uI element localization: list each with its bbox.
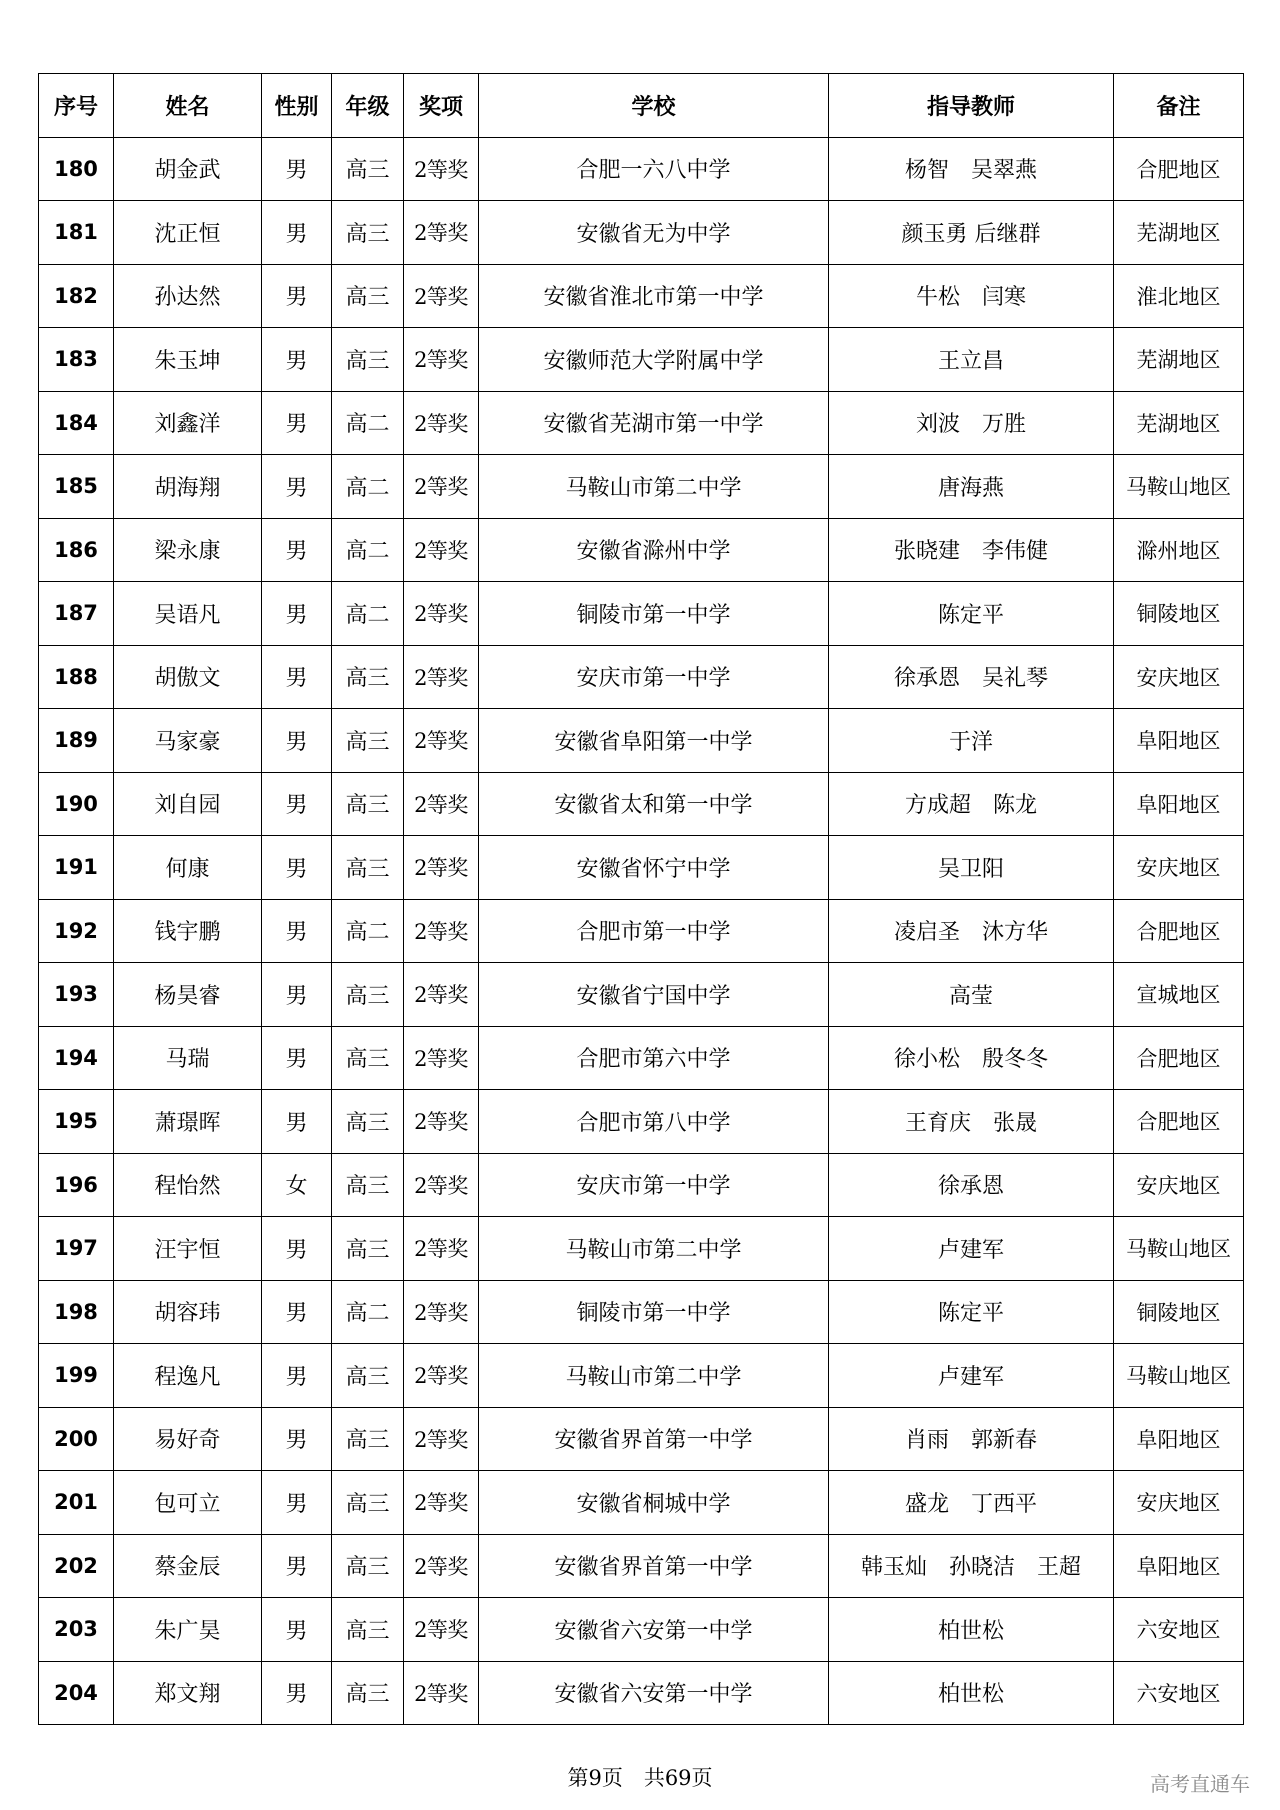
cell-remark: 芜湖地区 [1114,328,1244,392]
cell-gender: 男 [262,645,332,709]
cell-award: 2等奖 [404,1471,479,1535]
table-row [39,264,1244,328]
cell-teacher: 刘波 万胜 [829,391,1114,455]
cell-seq: 189 [39,709,114,773]
cell-remark: 安庆地区 [1114,1153,1244,1217]
cell-award: 2等奖 [404,455,479,519]
table-header-row [39,74,1244,138]
cell-award: 2等奖 [404,836,479,900]
header-award: 奖项 [404,74,479,138]
table-row [39,137,1244,201]
cell-remark: 合肥地区 [1114,137,1244,201]
cell-school: 马鞍山市第二中学 [479,1344,829,1408]
cell-teacher: 肖雨 郭新春 [829,1407,1114,1471]
header-name: 姓名 [114,74,262,138]
cell-remark: 铜陵地区 [1114,1280,1244,1344]
table-row [39,772,1244,836]
cell-remark: 滁州地区 [1114,518,1244,582]
table-row [39,1344,1244,1408]
cell-gender: 男 [262,709,332,773]
cell-remark: 阜阳地区 [1114,709,1244,773]
cell-award: 2等奖 [404,518,479,582]
cell-remark: 安庆地区 [1114,1471,1244,1535]
cell-award: 2等奖 [404,1217,479,1281]
cell-award: 2等奖 [404,582,479,646]
cell-teacher: 杨智 吴翠燕 [829,137,1114,201]
cell-name: 程怡然 [114,1153,262,1217]
cell-seq: 191 [39,836,114,900]
cell-remark: 六安地区 [1114,1661,1244,1725]
cell-gender: 男 [262,1090,332,1154]
cell-name: 刘自园 [114,772,262,836]
cell-seq: 197 [39,1217,114,1281]
cell-name: 马家豪 [114,709,262,773]
cell-school: 合肥一六八中学 [479,137,829,201]
cell-teacher: 陈定平 [829,582,1114,646]
cell-name: 孙达然 [114,264,262,328]
cell-award: 2等奖 [404,1280,479,1344]
cell-seq: 193 [39,963,114,1027]
cell-award: 2等奖 [404,1598,479,1662]
cell-seq: 195 [39,1090,114,1154]
cell-seq: 180 [39,137,114,201]
cell-gender: 男 [262,836,332,900]
header-gender: 性别 [262,74,332,138]
cell-school: 安庆市第一中学 [479,645,829,709]
cell-teacher: 颜玉勇 后继群 [829,201,1114,265]
cell-teacher: 韩玉灿 孙晓洁 王超 [829,1534,1114,1598]
cell-award: 2等奖 [404,328,479,392]
cell-seq: 203 [39,1598,114,1662]
cell-school: 合肥市第六中学 [479,1026,829,1090]
cell-name: 梁永康 [114,518,262,582]
cell-grade: 高二 [332,1280,404,1344]
cell-gender: 男 [262,264,332,328]
cell-award: 2等奖 [404,1344,479,1408]
watermark: 高考直通车 [1150,1772,1250,1796]
cell-teacher: 卢建军 [829,1217,1114,1281]
cell-seq: 185 [39,455,114,519]
cell-grade: 高三 [332,709,404,773]
cell-award: 2等奖 [404,772,479,836]
header-seq: 序号 [39,74,114,138]
cell-gender: 男 [262,1661,332,1725]
table-body [39,137,1244,1725]
cell-name: 沈正恒 [114,201,262,265]
cell-name: 刘鑫洋 [114,391,262,455]
cell-gender: 男 [262,455,332,519]
table-row [39,899,1244,963]
cell-remark: 铜陵地区 [1114,582,1244,646]
page-number: 第9页 共69页 [567,1766,713,1790]
cell-award: 2等奖 [404,645,479,709]
table-row [39,1598,1244,1662]
cell-remark: 马鞍山地区 [1114,1344,1244,1408]
cell-award: 2等奖 [404,1661,479,1725]
cell-name: 易好奇 [114,1407,262,1471]
cell-grade: 高三 [332,264,404,328]
cell-grade: 高三 [332,1153,404,1217]
cell-school: 马鞍山市第二中学 [479,1217,829,1281]
cell-teacher: 陈定平 [829,1280,1114,1344]
cell-remark: 阜阳地区 [1114,772,1244,836]
cell-teacher: 柏世松 [829,1598,1114,1662]
cell-seq: 188 [39,645,114,709]
cell-grade: 高三 [332,1344,404,1408]
cell-remark: 合肥地区 [1114,1090,1244,1154]
cell-seq: 194 [39,1026,114,1090]
cell-gender: 男 [262,137,332,201]
cell-seq: 186 [39,518,114,582]
cell-gender: 男 [262,518,332,582]
cell-name: 马瑞 [114,1026,262,1090]
table-row [39,1471,1244,1535]
cell-name: 胡海翔 [114,455,262,519]
cell-remark: 宣城地区 [1114,963,1244,1027]
award-table [38,73,1244,1725]
cell-grade: 高三 [332,1090,404,1154]
header-remark: 备注 [1114,74,1244,138]
table-row [39,518,1244,582]
cell-gender: 男 [262,1280,332,1344]
cell-grade: 高三 [332,1471,404,1535]
cell-seq: 187 [39,582,114,646]
cell-name: 萧璟晖 [114,1090,262,1154]
cell-teacher: 盛龙 丁西平 [829,1471,1114,1535]
table-row [39,1153,1244,1217]
table-row [39,1407,1244,1471]
table-row [39,1090,1244,1154]
cell-remark: 芜湖地区 [1114,391,1244,455]
cell-award: 2等奖 [404,1026,479,1090]
cell-teacher: 牛松 闫寒 [829,264,1114,328]
cell-teacher: 王育庆 张晟 [829,1090,1114,1154]
cell-gender: 男 [262,1217,332,1281]
cell-grade: 高二 [332,518,404,582]
table-row [39,1661,1244,1725]
cell-seq: 202 [39,1534,114,1598]
cell-school: 铜陵市第一中学 [479,582,829,646]
cell-teacher: 高莹 [829,963,1114,1027]
cell-gender: 男 [262,1471,332,1535]
cell-teacher: 吴卫阳 [829,836,1114,900]
cell-teacher: 于洋 [829,709,1114,773]
cell-teacher: 唐海燕 [829,455,1114,519]
cell-seq: 196 [39,1153,114,1217]
cell-name: 朱广昊 [114,1598,262,1662]
cell-grade: 高三 [332,1534,404,1598]
cell-name: 朱玉坤 [114,328,262,392]
cell-gender: 男 [262,328,332,392]
cell-grade: 高二 [332,899,404,963]
cell-award: 2等奖 [404,709,479,773]
cell-remark: 淮北地区 [1114,264,1244,328]
cell-gender: 男 [262,582,332,646]
cell-school: 合肥市第一中学 [479,899,829,963]
table-row [39,201,1244,265]
cell-teacher: 方成超 陈龙 [829,772,1114,836]
cell-name: 汪宇恒 [114,1217,262,1281]
cell-seq: 184 [39,391,114,455]
table-row [39,1280,1244,1344]
cell-remark: 阜阳地区 [1114,1534,1244,1598]
cell-seq: 198 [39,1280,114,1344]
cell-grade: 高二 [332,391,404,455]
cell-name: 包可立 [114,1471,262,1535]
cell-school: 安徽省阜阳第一中学 [479,709,829,773]
table-row [39,645,1244,709]
cell-grade: 高三 [332,645,404,709]
cell-seq: 183 [39,328,114,392]
cell-award: 2等奖 [404,201,479,265]
cell-award: 2等奖 [404,899,479,963]
cell-school: 安徽省无为中学 [479,201,829,265]
cell-teacher: 柏世松 [829,1661,1114,1725]
cell-gender: 男 [262,391,332,455]
cell-teacher: 徐小松 殷冬冬 [829,1026,1114,1090]
cell-grade: 高三 [332,963,404,1027]
cell-gender: 女 [262,1153,332,1217]
cell-grade: 高三 [332,1026,404,1090]
cell-grade: 高二 [332,582,404,646]
cell-gender: 男 [262,1407,332,1471]
cell-remark: 合肥地区 [1114,899,1244,963]
cell-gender: 男 [262,201,332,265]
cell-seq: 201 [39,1471,114,1535]
cell-gender: 男 [262,963,332,1027]
cell-school: 安徽省桐城中学 [479,1471,829,1535]
cell-name: 胡傲文 [114,645,262,709]
cell-remark: 安庆地区 [1114,836,1244,900]
cell-award: 2等奖 [404,137,479,201]
cell-remark: 芜湖地区 [1114,201,1244,265]
cell-school: 安徽省太和第一中学 [479,772,829,836]
cell-seq: 190 [39,772,114,836]
cell-gender: 男 [262,1026,332,1090]
cell-remark: 合肥地区 [1114,1026,1244,1090]
cell-grade: 高三 [332,836,404,900]
cell-remark: 安庆地区 [1114,645,1244,709]
cell-school: 安徽省界首第一中学 [479,1534,829,1598]
cell-name: 钱宇鹏 [114,899,262,963]
cell-school: 安徽省六安第一中学 [479,1661,829,1725]
cell-school: 安徽省芜湖市第一中学 [479,391,829,455]
cell-school: 安庆市第一中学 [479,1153,829,1217]
cell-name: 吴语凡 [114,582,262,646]
cell-seq: 182 [39,264,114,328]
cell-school: 铜陵市第一中学 [479,1280,829,1344]
cell-award: 2等奖 [404,1153,479,1217]
cell-grade: 高三 [332,1661,404,1725]
cell-grade: 高三 [332,1217,404,1281]
cell-school: 马鞍山市第二中学 [479,455,829,519]
cell-award: 2等奖 [404,391,479,455]
cell-grade: 高三 [332,137,404,201]
table-row [39,963,1244,1027]
cell-seq: 181 [39,201,114,265]
cell-teacher: 徐承恩 [829,1153,1114,1217]
cell-award: 2等奖 [404,264,479,328]
header-teacher: 指导教师 [829,74,1114,138]
cell-award: 2等奖 [404,1407,479,1471]
cell-name: 郑文翔 [114,1661,262,1725]
cell-name: 杨昊睿 [114,963,262,1027]
cell-award: 2等奖 [404,1534,479,1598]
table-row [39,328,1244,392]
cell-school: 安徽省六安第一中学 [479,1598,829,1662]
table-row [39,582,1244,646]
table-row [39,836,1244,900]
cell-grade: 高三 [332,1598,404,1662]
cell-remark: 马鞍山地区 [1114,455,1244,519]
cell-award: 2等奖 [404,1090,479,1154]
table-row [39,1026,1244,1090]
cell-name: 胡金武 [114,137,262,201]
cell-school: 安徽省界首第一中学 [479,1407,829,1471]
cell-award: 2等奖 [404,963,479,1027]
cell-grade: 高三 [332,1407,404,1471]
table-row [39,391,1244,455]
cell-grade: 高三 [332,201,404,265]
table-row [39,455,1244,519]
cell-name: 程逸凡 [114,1344,262,1408]
cell-gender: 男 [262,1534,332,1598]
cell-teacher: 王立昌 [829,328,1114,392]
table-row [39,1217,1244,1281]
cell-school: 安徽省滁州中学 [479,518,829,582]
cell-seq: 200 [39,1407,114,1471]
cell-school: 安徽省淮北市第一中学 [479,264,829,328]
cell-gender: 男 [262,899,332,963]
cell-school: 安徽省怀宁中学 [479,836,829,900]
cell-gender: 男 [262,772,332,836]
cell-teacher: 卢建军 [829,1344,1114,1408]
cell-remark: 六安地区 [1114,1598,1244,1662]
cell-name: 蔡金辰 [114,1534,262,1598]
cell-teacher: 凌启圣 沐方华 [829,899,1114,963]
header-grade: 年级 [332,74,404,138]
table-row [39,709,1244,773]
cell-grade: 高三 [332,772,404,836]
header-school: 学校 [479,74,829,138]
cell-seq: 204 [39,1661,114,1725]
cell-remark: 阜阳地区 [1114,1407,1244,1471]
table-row [39,1534,1244,1598]
cell-school: 安徽师范大学附属中学 [479,328,829,392]
cell-name: 何康 [114,836,262,900]
cell-seq: 199 [39,1344,114,1408]
cell-teacher: 张晓建 李伟健 [829,518,1114,582]
cell-grade: 高二 [332,455,404,519]
cell-seq: 192 [39,899,114,963]
cell-grade: 高三 [332,328,404,392]
cell-school: 安徽省宁国中学 [479,963,829,1027]
cell-gender: 男 [262,1344,332,1408]
cell-gender: 男 [262,1598,332,1662]
cell-teacher: 徐承恩 吴礼琴 [829,645,1114,709]
cell-remark: 马鞍山地区 [1114,1217,1244,1281]
cell-school: 合肥市第八中学 [479,1090,829,1154]
cell-name: 胡容玮 [114,1280,262,1344]
